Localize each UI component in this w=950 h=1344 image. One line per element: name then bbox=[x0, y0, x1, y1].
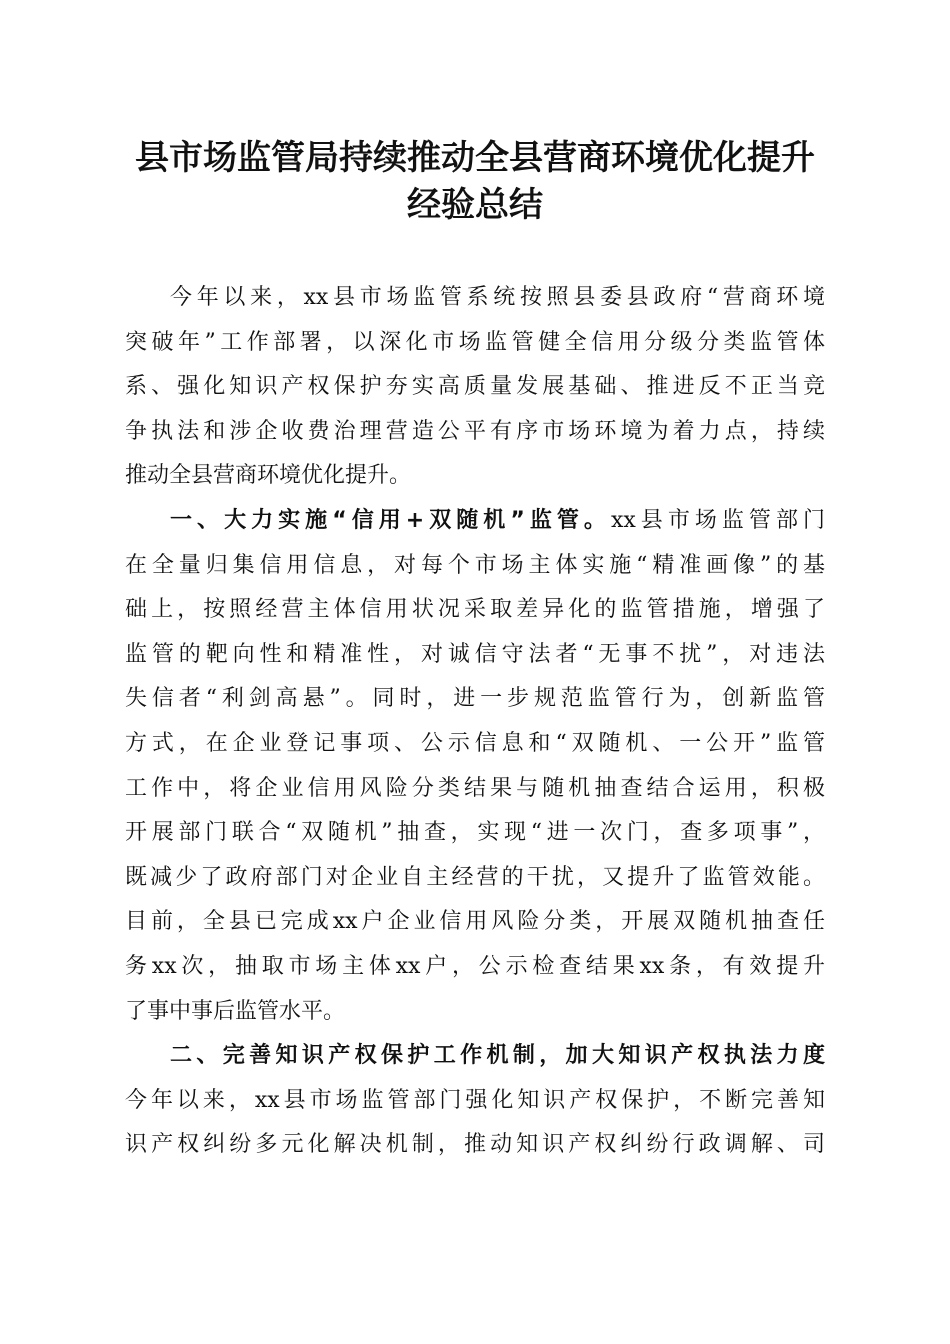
paragraph-text: 监管的靶向性和精准性，对诚信守法者“无事不扰”，对违法 bbox=[125, 641, 825, 667]
paragraph-text: 在全量归集信用信息，对每个市场主体实施“精准画像”的基 bbox=[125, 552, 825, 578]
text-line bbox=[170, 506, 825, 536]
paragraph-text: 推动全县营商环境优化提升。 bbox=[125, 463, 412, 489]
paragraph-text: 础上，按照经营主体信用状况采取差异化的监管措施，增强了 bbox=[125, 597, 825, 623]
section-heading: 一、大力实施“信用+双随机”监管。 bbox=[170, 508, 611, 533]
section-heading: 二、完善知识产权保护工作机制，加大知识产权执法力度 bbox=[170, 1043, 825, 1069]
paragraph-text: 突破年”工作部署，以深化市场监管健全信用分级分类监管体 bbox=[125, 329, 825, 355]
text-line bbox=[125, 328, 825, 358]
text-line bbox=[125, 684, 825, 714]
paragraph-text: 既减少了政府部门对企业自主经营的干扰，又提升了监管效能。 bbox=[125, 864, 825, 890]
text-line bbox=[125, 863, 825, 893]
paragraph-text: 了事中事后监管水平。 bbox=[125, 998, 346, 1024]
text-line bbox=[170, 283, 825, 313]
paragraph-text: 今年以来，xx县市场监管部门强化知识产权保护，不断完善知 bbox=[125, 1087, 825, 1113]
paragraph-text: 方式，在企业登记事项、公示信息和“双随机、一公开”监管 bbox=[125, 731, 825, 756]
text-line bbox=[125, 372, 825, 402]
text-line bbox=[125, 640, 825, 670]
paragraph-text: 失信者“利剑高悬”。同时，进一步规范监管行为，创新监管 bbox=[125, 686, 825, 712]
paragraph-text: 目前，全县已完成xx户企业信用风险分类，开展双随机抽查任 bbox=[125, 909, 825, 935]
text-line bbox=[125, 952, 825, 982]
text-line bbox=[125, 907, 825, 937]
text-line bbox=[125, 729, 825, 759]
paragraph-text: xx县市场监管部门 bbox=[610, 508, 825, 533]
paragraph-text: 工作中，将企业信用风险分类结果与随机抽查结合运用，积极 bbox=[125, 775, 825, 801]
paragraph-text: 务xx次，抽取市场主体xx户，公示检查结果xx条，有效提升 bbox=[125, 954, 825, 979]
paragraph-text: 开展部门联合“双随机”抽查，实现“进一次门，查多项事”， bbox=[125, 820, 825, 846]
text-line bbox=[125, 774, 825, 804]
text-line bbox=[125, 1086, 825, 1116]
paragraph-text: 争执法和涉企收费治理营造公平有序市场环境为着力点，持续 bbox=[125, 418, 825, 444]
text-line bbox=[125, 997, 825, 1027]
paragraph-text: 今年以来，xx县市场监管系统按照县委县政府“营商环境 bbox=[170, 285, 825, 310]
paragraph-text: 系、强化知识产权保护夯实高质量发展基础、推进反不正当竞 bbox=[125, 374, 825, 400]
text-line bbox=[125, 551, 825, 581]
text-line bbox=[125, 417, 825, 447]
text-line bbox=[125, 1130, 825, 1160]
paragraph-text: 识产权纠纷多元化解决机制，推动知识产权纠纷行政调解、司 bbox=[125, 1132, 825, 1158]
text-line bbox=[125, 595, 825, 625]
title-line-2: 经验总结 bbox=[407, 185, 543, 225]
title-line-1: 县市场监管局持续推动全县营商环境优化提升 bbox=[135, 138, 815, 178]
text-line bbox=[170, 1041, 825, 1071]
text-line bbox=[125, 461, 825, 491]
text-line bbox=[125, 818, 825, 848]
